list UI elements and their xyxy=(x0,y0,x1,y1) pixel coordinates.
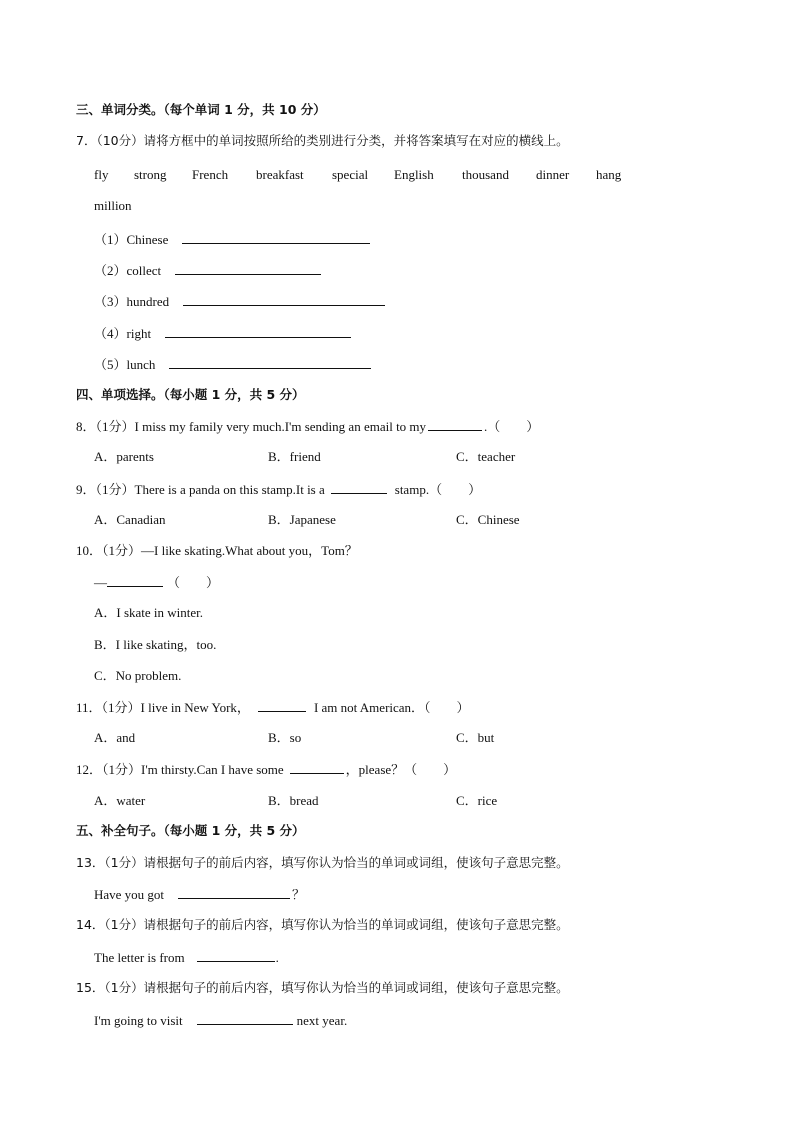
answer-blank[interactable] xyxy=(290,760,344,774)
section-4-heading: 四、单项选择。（每小题 1 分，共 5 分） xyxy=(76,387,305,402)
option-a[interactable]: A．Canadian xyxy=(94,512,166,527)
word-item: strong xyxy=(134,167,167,182)
option-c[interactable]: C．but xyxy=(456,730,495,745)
category-label: （5）lunch xyxy=(94,357,156,372)
answer-blank[interactable] xyxy=(183,292,385,306)
option-b[interactable]: B．so xyxy=(268,730,302,745)
category-row-2 xyxy=(94,261,323,280)
answer-blank[interactable] xyxy=(428,417,482,431)
option-c[interactable]: C．teacher xyxy=(456,449,516,464)
category-row-1 xyxy=(94,230,372,249)
category-row-3 xyxy=(94,292,387,311)
option-c[interactable]: C．Chinese xyxy=(456,512,520,527)
option-c[interactable]: C．rice xyxy=(456,793,498,808)
category-label: （2）collect xyxy=(94,263,162,278)
word-item: special xyxy=(332,167,369,182)
question-13-sentence: Have you got ？ xyxy=(94,887,306,902)
question-8-stem: 8．（1分）I miss my family very much.I'm sending an email to my .（ ） xyxy=(76,419,540,434)
option-b[interactable]: B．bread xyxy=(268,793,319,808)
option-b[interactable]: B．I like skating，too. xyxy=(94,637,217,652)
word-box xyxy=(0,166,794,184)
option-c[interactable]: C．No problem. xyxy=(94,668,182,683)
answer-blank[interactable] xyxy=(331,480,387,494)
question-15-stem: 15．（1分）请根据句子的前后内容，填写你认为恰当的单词或词组，使该句子意思完整。 xyxy=(76,980,569,995)
word-item: breakfast xyxy=(256,167,304,182)
question-9-stem: 9．（1分）There is a panda on this stamp.It is a stamp.（ ） xyxy=(76,482,482,497)
answer-blank[interactable] xyxy=(175,261,321,275)
question-12-options xyxy=(0,792,794,810)
question-15-sentence: I'm going to visit next year. xyxy=(94,1013,348,1028)
answer-blank[interactable] xyxy=(169,355,371,369)
option-b[interactable]: B．Japanese xyxy=(268,512,336,527)
question-8-options xyxy=(0,448,794,466)
option-a[interactable]: A．parents xyxy=(94,449,154,464)
question-13-stem: 13．（1分）请根据句子的前后内容，填写你认为恰当的单词或词组，使该句子意思完整。 xyxy=(76,855,569,870)
word-item: French xyxy=(192,167,229,182)
answer-blank[interactable] xyxy=(178,885,290,899)
option-a[interactable]: A．I skate in winter. xyxy=(94,605,204,620)
answer-blank[interactable] xyxy=(197,948,275,962)
word-item: dinner xyxy=(536,167,570,182)
question-11-options xyxy=(0,729,794,747)
category-label: （4）right xyxy=(94,326,152,341)
word-item: thousand xyxy=(462,167,509,182)
word-item: fly xyxy=(94,167,109,182)
question-7-stem: 7．（10分）请将方框中的单词按照所给的类别进行分类，并将答案填写在对应的横线上。 xyxy=(76,133,569,148)
category-row-4 xyxy=(94,324,353,343)
section-5-heading: 五、补全句子。（每小题 1 分，共 5 分） xyxy=(76,823,305,838)
answer-blank[interactable] xyxy=(165,324,351,338)
category-row-5 xyxy=(94,355,373,374)
section-3-heading: 三、单词分类。（每个单词 1 分，共 10 分） xyxy=(76,102,326,117)
answer-blank[interactable] xyxy=(197,1011,293,1025)
question-9-options xyxy=(0,511,794,529)
word-item: million xyxy=(94,198,132,213)
option-a[interactable]: A．water xyxy=(94,793,146,808)
word-item: English xyxy=(394,167,434,182)
answer-blank[interactable] xyxy=(258,698,306,712)
question-14-sentence: The letter is from . xyxy=(94,950,279,965)
question-10-answer-line: — （ ） xyxy=(94,575,220,590)
category-label: （3）hundred xyxy=(94,294,170,309)
word-item: hang xyxy=(596,167,622,182)
question-10-stem: 10．（1分）—I like skating.What about you，Tom？ xyxy=(76,543,358,558)
question-12-stem: 12．（1分）I'm thirsty.Can I have some ，please？（ ） xyxy=(76,762,457,777)
answer-blank[interactable] xyxy=(182,230,370,244)
answer-blank[interactable] xyxy=(107,573,163,587)
category-label: （1）Chinese xyxy=(94,232,169,247)
question-14-stem: 14．（1分）请根据句子的前后内容，填写你认为恰当的单词或词组，使该句子意思完整。 xyxy=(76,917,569,932)
option-b[interactable]: B．friend xyxy=(268,449,321,464)
option-a[interactable]: A．and xyxy=(94,730,136,745)
question-11-stem: 11．（1分）I live in New York， I am not American．（ ） xyxy=(76,700,470,715)
